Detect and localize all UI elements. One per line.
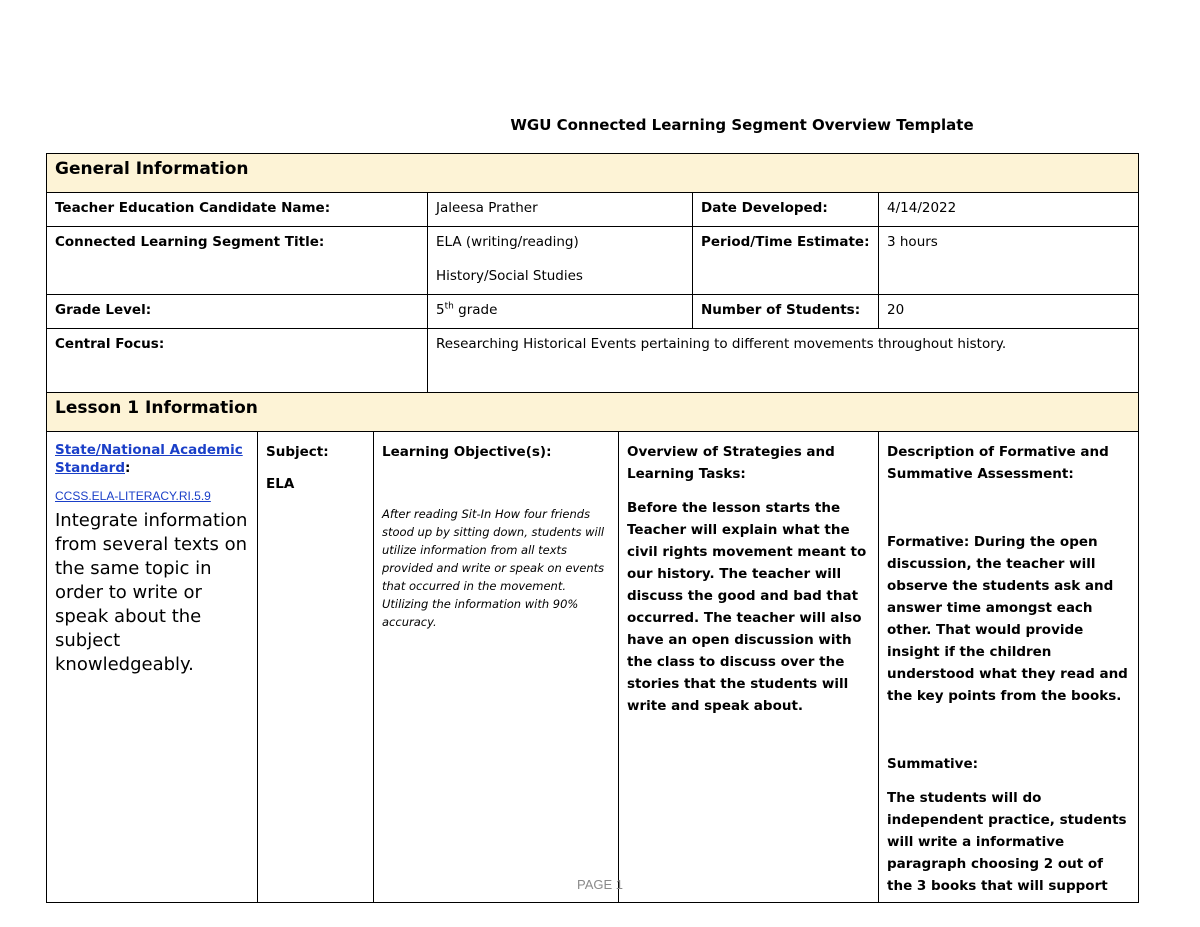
segment-title-line-2: History/Social Studies — [436, 268, 583, 284]
period-estimate-label: Period/Time Estimate: — [693, 227, 879, 295]
strategies-text: Before the lesson starts the Teacher will explain what the civil rights movement meant to our history. The teacher will discuss the good and bad that occurred. The teacher will also have an open discussion with the class to discuss over the stories that the students will write and speak about. — [627, 500, 867, 714]
academic-standard-colon: : — [125, 460, 131, 476]
candidate-name-value[interactable]: Jaleesa Prather — [428, 193, 693, 227]
date-developed-value[interactable]: 4/14/2022 — [879, 193, 1139, 227]
formative-assessment-text: Formative: During the open discussion, the teacher will observe the students ask and answer time amongst each other. That would provide insight if the children understood what they read and the key points from the books. — [887, 534, 1128, 704]
learning-objective-text: After reading Sit-In How four friends stood up by sitting down, students will utilize information from all texts provided and write or speak on events that occurred in the movement. Utilizing the information with 90% accuracy. — [382, 507, 605, 629]
lesson-1-heading: Lesson 1 Information — [47, 393, 1139, 432]
central-focus-label: Central Focus: — [47, 329, 428, 393]
general-information-heading: General Information — [47, 154, 1139, 193]
summative-assessment-text: The students will do independent practice, students will write a informative paragraph choosing 2 out of the 3 books that will support — [887, 790, 1127, 894]
general-information-table — [46, 153, 1139, 903]
standard-description: Integrate information from several texts on the same topic in order to write or speak about the subject knowledgeably. — [55, 510, 248, 675]
summative-assessment-label: Summative: — [887, 756, 979, 772]
grade-number: 5 — [436, 302, 445, 318]
document-title: WGU Connected Learning Segment Overview Template — [510, 116, 974, 134]
segment-title-label: Connected Learning Segment Title: — [47, 227, 428, 295]
academic-standard-cell — [47, 432, 258, 903]
learning-objective-label: Learning Objective(s): — [382, 444, 552, 460]
strategies-cell — [619, 432, 879, 903]
period-estimate-value[interactable]: 3 hours — [879, 227, 1139, 295]
central-focus-value[interactable]: Researching Historical Events pertaining to different movements throughout history. — [428, 329, 1139, 393]
grade-level-value[interactable] — [428, 295, 693, 329]
ccss-standard-link[interactable]: CCSS.ELA-LITERACY.RI.5.9 — [55, 489, 211, 503]
learning-objective-cell — [374, 432, 619, 903]
number-of-students-label: Number of Students: — [693, 295, 879, 329]
page-number: PAGE 1 — [576, 877, 623, 892]
subject-label: Subject: — [266, 444, 329, 460]
grade-word: grade — [453, 302, 498, 318]
subject-cell — [258, 432, 374, 903]
strategies-label: Overview of Strategies and Learning Tasks: — [627, 444, 835, 482]
assessment-label: Description of Formative and Summative Assessment: — [887, 444, 1109, 482]
segment-title-line-1: ELA (writing/reading) — [436, 234, 579, 250]
academic-standard-link[interactable]: State/National Academic Standard — [55, 442, 243, 476]
number-of-students-value[interactable]: 20 — [879, 295, 1139, 329]
subject-value: ELA — [266, 476, 295, 492]
assessment-cell — [879, 432, 1139, 903]
date-developed-label: Date Developed: — [693, 193, 879, 227]
grade-suffix: th — [444, 301, 454, 312]
segment-title-value[interactable] — [428, 227, 693, 295]
candidate-name-label: Teacher Education Candidate Name: — [47, 193, 428, 227]
grade-level-label: Grade Level: — [47, 295, 428, 329]
